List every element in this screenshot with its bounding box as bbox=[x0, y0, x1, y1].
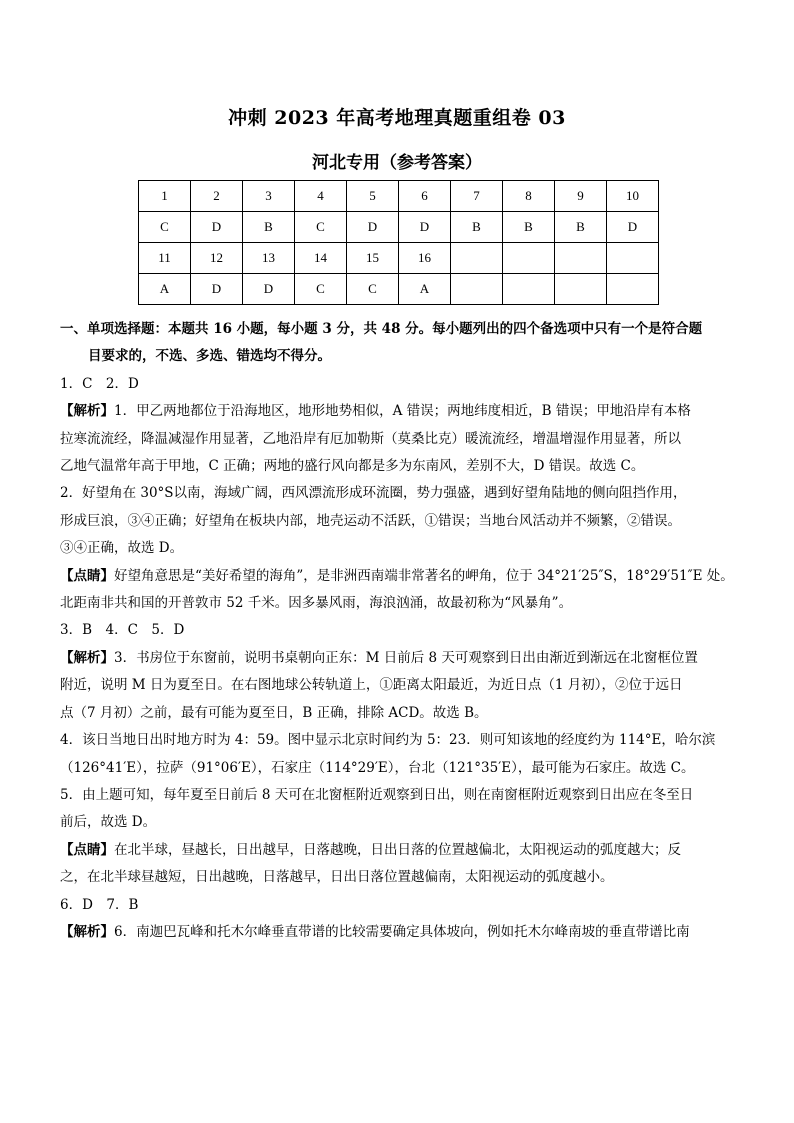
table-cell: C bbox=[347, 274, 399, 305]
table-cell: A bbox=[139, 274, 191, 305]
answer-line-q1-2: 1．C 2．D bbox=[60, 375, 139, 392]
table-cell: 6 bbox=[399, 181, 451, 212]
text-line: 5．由上题可知，每年夏至日前后 8 天可在北窗框附近观察到日出，则在南窗框附近观察到日出应在冬至日 bbox=[60, 786, 694, 803]
table-cell: 1 bbox=[139, 181, 191, 212]
table-cell: 4 bbox=[295, 181, 347, 212]
page-title: 冲刺 2023 年高考地理真题重组卷 03 bbox=[228, 107, 566, 129]
answer-content bbox=[60, 316, 740, 946]
table-cell: 16 bbox=[399, 243, 451, 274]
text-line: 2．好望角在 30°S以南，海域广阔，西风漂流形成环流圈，势力强盛，遇到好望角陆地的侧向阻挡作用， bbox=[60, 485, 687, 502]
table-cell: 7 bbox=[451, 181, 503, 212]
table-cell: B bbox=[555, 212, 607, 243]
table-cell bbox=[503, 274, 555, 305]
text-line: 前后，故选 D。 bbox=[60, 814, 157, 831]
table-cell: 10 bbox=[607, 181, 659, 212]
table-cell bbox=[451, 274, 503, 305]
table-row bbox=[139, 181, 659, 212]
table-cell bbox=[503, 243, 555, 274]
table-row bbox=[139, 243, 659, 274]
analysis-tag: 【解析】 bbox=[60, 403, 114, 420]
text-line: 1．甲乙两地都位于沿海地区，地形地势相似，A 错误；两地纬度相近，B 错误；甲地沿岸有本格 bbox=[114, 403, 691, 420]
table-cell: B bbox=[451, 212, 503, 243]
table-cell bbox=[451, 243, 503, 274]
table-cell: 9 bbox=[555, 181, 607, 212]
table-cell: 12 bbox=[191, 243, 243, 274]
table-cell: 13 bbox=[243, 243, 295, 274]
table-cell: 3 bbox=[243, 181, 295, 212]
text-line: 3．书房位于东窗前，说明书桌朝向正东：M 日前后 8 天可观察到日出由渐近到渐远在北窗框位置 bbox=[114, 649, 698, 666]
analysis-paragraph bbox=[60, 398, 740, 425]
table-cell: A bbox=[399, 274, 451, 305]
table-cell: 14 bbox=[295, 243, 347, 274]
answer-line-q6-7: 6．D 7．B bbox=[60, 896, 139, 913]
text-line: 6．南迦巴瓦峰和托木尔峰垂直带谱的比较需要确定具体坡向，例如托木尔峰南坡的垂直带谱比南 bbox=[114, 923, 690, 940]
table-cell: D bbox=[399, 212, 451, 243]
text-line: 形成巨浪，③④正确；好望角在板块内部，地壳运动不活跃，①错误；当地台风活动并不频繁，②错误。 bbox=[60, 512, 681, 529]
text-line: 拉寒流流经，降温减湿作用显著，乙地沿岸有厄加勒斯（莫桑比克）暖流流经，增温增湿作用显著，所以 bbox=[60, 430, 681, 447]
table-cell: 2 bbox=[191, 181, 243, 212]
tip-paragraph bbox=[60, 837, 740, 864]
table-cell: 5 bbox=[347, 181, 399, 212]
text-line: 附近，说明 M 日为夏至日。在右图地球公转轨道上，①距离太阳最近，为近日点（1 月初），②位于远日 bbox=[60, 677, 683, 694]
table-cell: D bbox=[191, 274, 243, 305]
text-line: 4．该日当地日出时地方时为 4：59。图中显示北京时间约为 5：23．则可知该地的经度约为 114°E，哈尔滨 bbox=[60, 732, 716, 749]
table-row bbox=[139, 274, 659, 305]
text-line: 乙地气温常年高于甲地，C 正确；两地的盛行风向都是多为东南风，差别不大，D 错误。故选 C。 bbox=[60, 458, 645, 475]
table-cell: C bbox=[139, 212, 191, 243]
analysis-paragraph bbox=[60, 645, 740, 672]
tip-paragraph bbox=[60, 563, 740, 590]
text-line: 之，在北半球昼越短，日出越晚，日落越早，日出日落位置越偏南，太阳视运动的弧度越小。 bbox=[60, 869, 614, 886]
analysis-tag: 【解析】 bbox=[60, 923, 114, 940]
table-cell bbox=[607, 243, 659, 274]
text-line: 在北半球，昼越长，日出越早，日落越晚，日出日落的位置越偏北，太阳视运动的弧度越大；反 bbox=[114, 841, 681, 858]
table-cell: C bbox=[295, 274, 347, 305]
section-heading: 一、单项选择题：本题共 16 小题，每小题 3 分，共 48 分。每小题列出的四个备选项中只有一个是符合题 bbox=[60, 321, 703, 337]
text-line: ③④正确，故选 D。 bbox=[60, 540, 184, 557]
tip-tag: 【点睛】 bbox=[60, 841, 114, 858]
table-cell: 11 bbox=[139, 243, 191, 274]
table-cell: D bbox=[347, 212, 399, 243]
table-cell bbox=[555, 243, 607, 274]
analysis-paragraph bbox=[60, 919, 740, 946]
text-line: 好望角意思是“美好希望的海角”，是非洲西南端非常著名的岬角，位于 34°21′25″S，18°29′51″E 处。 bbox=[114, 567, 734, 584]
page-subtitle: 河北专用（参考答案） bbox=[312, 153, 482, 173]
section-heading-cont: 目要求的，不选、多选、错选均不得分。 bbox=[88, 348, 331, 365]
table-cell: C bbox=[295, 212, 347, 243]
table-cell: B bbox=[503, 212, 555, 243]
text-line: （126°41′E），拉萨（91°06′E），石家庄（114°29′E），台北（121°35′E），最可能为石家庄。故选 C。 bbox=[60, 759, 695, 776]
text-line: 北距南非共和国的开普敦市 52 千米。因多暴风雨，海浪汹涌，故最初称为“风暴角”。 bbox=[60, 595, 573, 612]
answer-table bbox=[138, 180, 659, 305]
table-row bbox=[139, 212, 659, 243]
analysis-tag: 【解析】 bbox=[60, 649, 114, 666]
table-cell: D bbox=[243, 274, 295, 305]
text-line: 点（7 月初）之前，最有可能为夏至日，B 正确，排除 ACD。故选 B。 bbox=[60, 704, 488, 721]
table-cell: D bbox=[607, 212, 659, 243]
table-cell: B bbox=[243, 212, 295, 243]
tip-tag: 【点睛】 bbox=[60, 567, 114, 584]
table-cell: D bbox=[191, 212, 243, 243]
table-cell: 15 bbox=[347, 243, 399, 274]
table-cell: 8 bbox=[503, 181, 555, 212]
table-cell bbox=[555, 274, 607, 305]
table-cell bbox=[607, 274, 659, 305]
answer-line-q3-5: 3．B 4．C 5．D bbox=[60, 622, 185, 639]
